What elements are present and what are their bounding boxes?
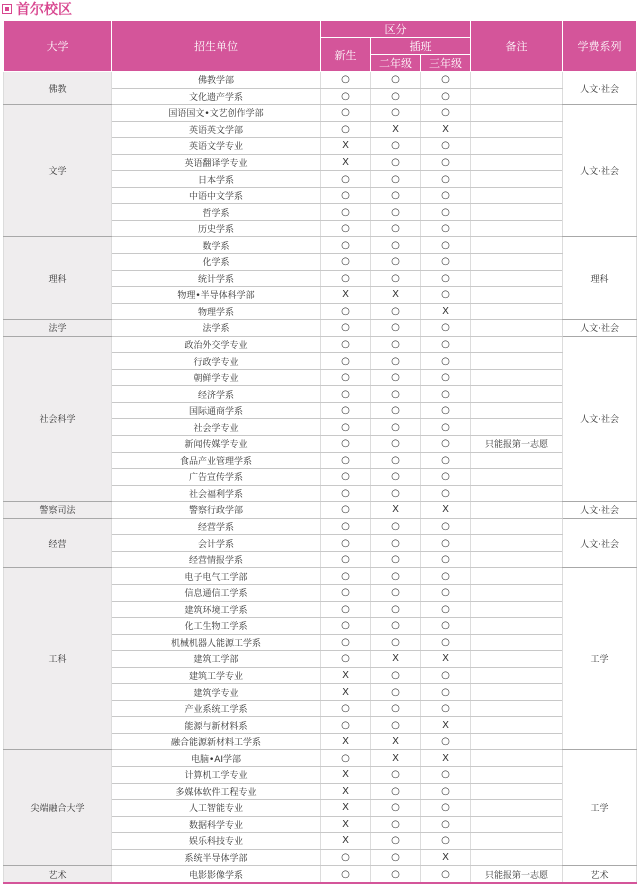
- unit-cell: 计算机工学专业: [112, 766, 321, 783]
- year2-cell: ○: [371, 303, 421, 320]
- unit-cell: 化学系: [112, 254, 321, 271]
- freshman-cell: ○: [321, 866, 371, 883]
- freshman-cell: ○: [321, 849, 371, 866]
- freshman-cell: ○: [321, 750, 371, 767]
- remarks-cell: [471, 733, 563, 750]
- year3-cell: ○: [421, 634, 471, 651]
- year3-cell: ○: [421, 270, 471, 287]
- header-university: 大学: [4, 21, 112, 72]
- year3-cell: ○: [421, 783, 471, 800]
- remarks-cell: [471, 336, 563, 353]
- year2-cell: ○: [371, 684, 421, 701]
- year3-cell: X: [421, 750, 471, 767]
- remarks-cell: [471, 667, 563, 684]
- unit-cell: 朝鲜学专业: [112, 369, 321, 386]
- freshman-cell: ○: [321, 220, 371, 237]
- unit-cell: 中语中文学系: [112, 187, 321, 204]
- remarks-cell: [471, 551, 563, 568]
- freshman-cell: ○: [321, 584, 371, 601]
- fee-cell: 人文·社会: [563, 502, 637, 519]
- unit-cell: 佛教学部: [112, 72, 321, 89]
- remarks-cell: [471, 816, 563, 833]
- table-row: [4, 72, 637, 89]
- remarks-cell: [471, 386, 563, 403]
- year3-cell: ○: [421, 72, 471, 89]
- remarks-cell: [471, 72, 563, 89]
- fee-cell: 艺术: [563, 866, 637, 883]
- year3-cell: ○: [421, 800, 471, 817]
- unit-cell: 国语国文•文艺创作学部: [112, 105, 321, 122]
- year2-cell: ○: [371, 766, 421, 783]
- year3-cell: ○: [421, 88, 471, 105]
- freshman-cell: ○: [321, 402, 371, 419]
- unit-cell: 化工生物工学系: [112, 618, 321, 635]
- year2-cell: ○: [371, 601, 421, 618]
- unit-cell: 日本学系: [112, 171, 321, 188]
- unit-cell: 经济学系: [112, 386, 321, 403]
- freshman-cell: ○: [321, 336, 371, 353]
- remarks-cell: [471, 105, 563, 122]
- remarks-cell: [471, 766, 563, 783]
- fee-cell: 工学: [563, 750, 637, 866]
- year2-cell: ○: [371, 369, 421, 386]
- section-title: [2, 0, 72, 18]
- freshman-cell: ○: [321, 254, 371, 271]
- remarks-cell: [471, 270, 563, 287]
- remarks-cell: [471, 535, 563, 552]
- year2-cell: ○: [371, 783, 421, 800]
- unit-cell: 电影影像学系: [112, 866, 321, 883]
- university-cell: 文学: [4, 105, 112, 237]
- year2-cell: ○: [371, 353, 421, 370]
- freshman-cell: ○: [321, 72, 371, 89]
- fee-cell: 工学: [563, 568, 637, 750]
- university-cell: 艺术: [4, 866, 112, 883]
- remarks-cell: [471, 502, 563, 519]
- year2-cell: ○: [371, 254, 421, 271]
- freshman-cell: ○: [321, 551, 371, 568]
- freshman-cell: X: [321, 154, 371, 171]
- remarks-cell: [471, 121, 563, 138]
- year3-cell: ○: [421, 766, 471, 783]
- unit-cell: 建筑学专业: [112, 684, 321, 701]
- remarks-cell: [471, 204, 563, 221]
- unit-cell: 经营学系: [112, 518, 321, 535]
- year3-cell: ○: [421, 700, 471, 717]
- remarks-cell: [471, 138, 563, 155]
- unit-cell: 警察行政学部: [112, 502, 321, 519]
- fee-cell: 人文·社会: [563, 336, 637, 501]
- remarks-cell: 只能报第一志愿: [471, 436, 563, 453]
- table-header: [4, 21, 637, 72]
- remarks-cell: [471, 634, 563, 651]
- remarks-cell: [471, 618, 563, 635]
- remarks-cell: [471, 254, 563, 271]
- unit-cell: 物理•半导体科学部: [112, 287, 321, 304]
- unit-cell: 经营情报学系: [112, 551, 321, 568]
- year2-cell: ○: [371, 105, 421, 122]
- freshman-cell: X: [321, 800, 371, 817]
- remarks-cell: [471, 684, 563, 701]
- unit-cell: 英语翻译学专业: [112, 154, 321, 171]
- unit-cell: 娱乐科技专业: [112, 833, 321, 850]
- table-row: [4, 568, 637, 585]
- fee-cell: 理科: [563, 237, 637, 320]
- year3-cell: ○: [421, 518, 471, 535]
- year3-cell: ○: [421, 535, 471, 552]
- square-bullet-icon: [2, 4, 12, 14]
- unit-cell: 机械机器人能源工学系: [112, 634, 321, 651]
- year3-cell: ○: [421, 568, 471, 585]
- remarks-cell: [471, 303, 563, 320]
- remarks-cell: 只能报第一志愿: [471, 866, 563, 883]
- unit-cell: 产业系统工学系: [112, 700, 321, 717]
- fee-cell: 人文·社会: [563, 105, 637, 237]
- year2-cell: X: [371, 750, 421, 767]
- remarks-cell: [471, 419, 563, 436]
- unit-cell: 系统半导体学部: [112, 849, 321, 866]
- remarks-cell: [471, 452, 563, 469]
- university-cell: 社会科学: [4, 336, 112, 501]
- year2-cell: ○: [371, 237, 421, 254]
- year2-cell: ○: [371, 320, 421, 337]
- freshman-cell: X: [321, 766, 371, 783]
- year3-cell: ○: [421, 220, 471, 237]
- unit-cell: 统计学系: [112, 270, 321, 287]
- table-row: [4, 750, 637, 767]
- year3-cell: ○: [421, 369, 471, 386]
- year3-cell: X: [421, 502, 471, 519]
- table-row: [4, 336, 637, 353]
- header-freshman: 新生: [321, 38, 371, 72]
- year3-cell: X: [421, 303, 471, 320]
- year3-cell: ○: [421, 601, 471, 618]
- year3-cell: X: [421, 717, 471, 734]
- freshman-cell: X: [321, 138, 371, 155]
- year2-cell: ○: [371, 204, 421, 221]
- remarks-cell: [471, 187, 563, 204]
- freshman-cell: ○: [321, 485, 371, 502]
- remarks-cell: [471, 237, 563, 254]
- header-year2: 二年级: [371, 55, 421, 72]
- year3-cell: ○: [421, 618, 471, 635]
- header-transfer: 插班: [371, 38, 471, 55]
- freshman-cell: X: [321, 783, 371, 800]
- header-remarks: 备注: [471, 21, 563, 72]
- unit-cell: 多媒体软件工程专业: [112, 783, 321, 800]
- freshman-cell: ○: [321, 237, 371, 254]
- year2-cell: ○: [371, 700, 421, 717]
- year2-cell: ○: [371, 72, 421, 89]
- year2-cell: ○: [371, 800, 421, 817]
- unit-cell: 建筑工学部: [112, 651, 321, 668]
- year2-cell: ○: [371, 436, 421, 453]
- freshman-cell: ○: [321, 436, 371, 453]
- remarks-cell: [471, 88, 563, 105]
- year3-cell: ○: [421, 353, 471, 370]
- freshman-cell: ○: [321, 601, 371, 618]
- year3-cell: ○: [421, 386, 471, 403]
- fee-cell: 人文·社会: [563, 320, 637, 337]
- year2-cell: ○: [371, 618, 421, 635]
- freshman-cell: ○: [321, 634, 371, 651]
- remarks-cell: [471, 800, 563, 817]
- freshman-cell: ○: [321, 568, 371, 585]
- unit-cell: 会计学系: [112, 535, 321, 552]
- year2-cell: ○: [371, 568, 421, 585]
- unit-cell: 法学系: [112, 320, 321, 337]
- year2-cell: ○: [371, 584, 421, 601]
- freshman-cell: ○: [321, 88, 371, 105]
- freshman-cell: ○: [321, 369, 371, 386]
- remarks-cell: [471, 402, 563, 419]
- unit-cell: 建筑工学专业: [112, 667, 321, 684]
- year2-cell: ○: [371, 419, 421, 436]
- freshman-cell: ○: [321, 419, 371, 436]
- university-cell: 经营: [4, 518, 112, 568]
- year3-cell: ○: [421, 402, 471, 419]
- section-title-text: 首尔校区: [16, 2, 72, 18]
- year3-cell: X: [421, 849, 471, 866]
- year3-cell: ○: [421, 336, 471, 353]
- year2-cell: ○: [371, 270, 421, 287]
- remarks-cell: [471, 171, 563, 188]
- year2-cell: ○: [371, 154, 421, 171]
- year2-cell: X: [371, 733, 421, 750]
- table-row: [4, 105, 637, 122]
- year3-cell: ○: [421, 154, 471, 171]
- unit-cell: 物理学系: [112, 303, 321, 320]
- remarks-cell: [471, 783, 563, 800]
- header-unit: 招生单位: [112, 21, 321, 72]
- unit-cell: 数学系: [112, 237, 321, 254]
- remarks-cell: [471, 287, 563, 304]
- remarks-cell: [471, 220, 563, 237]
- remarks-cell: [471, 651, 563, 668]
- year3-cell: ○: [421, 485, 471, 502]
- year3-cell: ○: [421, 187, 471, 204]
- freshman-cell: ○: [321, 353, 371, 370]
- unit-cell: 电脑•AI学部: [112, 750, 321, 767]
- year3-cell: ○: [421, 684, 471, 701]
- year2-cell: ○: [371, 485, 421, 502]
- year3-cell: ○: [421, 733, 471, 750]
- unit-cell: 人工智能专业: [112, 800, 321, 817]
- remarks-cell: [471, 485, 563, 502]
- university-cell: 尖端融合大学: [4, 750, 112, 866]
- year3-cell: ○: [421, 171, 471, 188]
- unit-cell: 行政学专业: [112, 353, 321, 370]
- year2-cell: X: [371, 502, 421, 519]
- year2-cell: X: [371, 121, 421, 138]
- university-cell: 理科: [4, 237, 112, 320]
- unit-cell: 能源与新材料系: [112, 717, 321, 734]
- freshman-cell: X: [321, 733, 371, 750]
- remarks-cell: [471, 353, 563, 370]
- remarks-cell: [471, 568, 563, 585]
- year2-cell: ○: [371, 535, 421, 552]
- unit-cell: 电子电气工学部: [112, 568, 321, 585]
- unit-cell: 英语文学专业: [112, 138, 321, 155]
- unit-cell: 国际通商学系: [112, 402, 321, 419]
- freshman-cell: ○: [321, 618, 371, 635]
- year2-cell: ○: [371, 187, 421, 204]
- table-row: [4, 237, 637, 254]
- header-fee: 学费系列: [563, 21, 637, 72]
- remarks-cell: [471, 469, 563, 486]
- year2-cell: ○: [371, 667, 421, 684]
- remarks-cell: [471, 700, 563, 717]
- freshman-cell: ○: [321, 717, 371, 734]
- year2-cell: ○: [371, 402, 421, 419]
- remarks-cell: [471, 584, 563, 601]
- unit-cell: 英语英文学部: [112, 121, 321, 138]
- year3-cell: ○: [421, 866, 471, 883]
- year3-cell: ○: [421, 469, 471, 486]
- unit-cell: 信息通信工学系: [112, 584, 321, 601]
- year3-cell: ○: [421, 320, 471, 337]
- freshman-cell: X: [321, 667, 371, 684]
- table-row: [4, 320, 637, 337]
- year3-cell: ○: [421, 584, 471, 601]
- header-category: 区分: [321, 21, 471, 38]
- year3-cell: ○: [421, 436, 471, 453]
- year2-cell: ○: [371, 816, 421, 833]
- unit-cell: 融合能源新材料工学系: [112, 733, 321, 750]
- table-row: [4, 502, 637, 519]
- freshman-cell: ○: [321, 303, 371, 320]
- unit-cell: 新闻传媒学专业: [112, 436, 321, 453]
- table-body: [4, 72, 637, 883]
- year2-cell: X: [371, 651, 421, 668]
- year2-cell: ○: [371, 717, 421, 734]
- unit-cell: 文化遗产学系: [112, 88, 321, 105]
- freshman-cell: X: [321, 833, 371, 850]
- year3-cell: ○: [421, 105, 471, 122]
- freshman-cell: ○: [321, 502, 371, 519]
- unit-cell: 社会学专业: [112, 419, 321, 436]
- year2-cell: ○: [371, 833, 421, 850]
- freshman-cell: ○: [321, 320, 371, 337]
- year2-cell: ○: [371, 386, 421, 403]
- freshman-cell: ○: [321, 452, 371, 469]
- freshman-cell: ○: [321, 386, 371, 403]
- unit-cell: 哲学系: [112, 204, 321, 221]
- freshman-cell: X: [321, 816, 371, 833]
- freshman-cell: ○: [321, 700, 371, 717]
- year3-cell: ○: [421, 551, 471, 568]
- admission-table: [3, 20, 637, 884]
- freshman-cell: ○: [321, 651, 371, 668]
- year2-cell: ○: [371, 220, 421, 237]
- unit-cell: 广告宣传学系: [112, 469, 321, 486]
- freshman-cell: ○: [321, 105, 371, 122]
- unit-cell: 社会福利学系: [112, 485, 321, 502]
- freshman-cell: ○: [321, 187, 371, 204]
- year3-cell: ○: [421, 204, 471, 221]
- remarks-cell: [471, 369, 563, 386]
- year2-cell: ○: [371, 171, 421, 188]
- year2-cell: ○: [371, 518, 421, 535]
- unit-cell: 建筑环境工学系: [112, 601, 321, 618]
- remarks-cell: [471, 320, 563, 337]
- remarks-cell: [471, 833, 563, 850]
- year3-cell: ○: [421, 237, 471, 254]
- remarks-cell: [471, 154, 563, 171]
- university-cell: 警察司法: [4, 502, 112, 519]
- year3-cell: ○: [421, 254, 471, 271]
- freshman-cell: ○: [321, 204, 371, 221]
- year3-cell: ○: [421, 667, 471, 684]
- year3-cell: ○: [421, 816, 471, 833]
- remarks-cell: [471, 750, 563, 767]
- year3-cell: ○: [421, 419, 471, 436]
- unit-cell: 历史学系: [112, 220, 321, 237]
- remarks-cell: [471, 849, 563, 866]
- year2-cell: X: [371, 287, 421, 304]
- year2-cell: ○: [371, 469, 421, 486]
- table-row: [4, 866, 637, 883]
- year3-cell: X: [421, 121, 471, 138]
- freshman-cell: X: [321, 287, 371, 304]
- year3-cell: ○: [421, 833, 471, 850]
- table-row: [4, 518, 637, 535]
- freshman-cell: ○: [321, 518, 371, 535]
- year2-cell: ○: [371, 452, 421, 469]
- fee-cell: 人文·社会: [563, 518, 637, 568]
- remarks-cell: [471, 717, 563, 734]
- year2-cell: ○: [371, 634, 421, 651]
- remarks-cell: [471, 601, 563, 618]
- year3-cell: ○: [421, 138, 471, 155]
- year2-cell: ○: [371, 88, 421, 105]
- remarks-cell: [471, 518, 563, 535]
- unit-cell: 政治外交学专业: [112, 336, 321, 353]
- freshman-cell: ○: [321, 270, 371, 287]
- unit-cell: 数据科学专业: [112, 816, 321, 833]
- freshman-cell: ○: [321, 535, 371, 552]
- year2-cell: ○: [371, 138, 421, 155]
- unit-cell: 食品产业管理学系: [112, 452, 321, 469]
- freshman-cell: ○: [321, 171, 371, 188]
- header-year3: 三年级: [421, 55, 471, 72]
- university-cell: 佛教: [4, 72, 112, 105]
- year2-cell: ○: [371, 866, 421, 883]
- year2-cell: ○: [371, 336, 421, 353]
- freshman-cell: ○: [321, 121, 371, 138]
- university-cell: 法学: [4, 320, 112, 337]
- year3-cell: ○: [421, 452, 471, 469]
- freshman-cell: X: [321, 684, 371, 701]
- university-cell: 工科: [4, 568, 112, 750]
- year2-cell: ○: [371, 551, 421, 568]
- year2-cell: ○: [371, 849, 421, 866]
- fee-cell: 人文·社会: [563, 72, 637, 105]
- year3-cell: ○: [421, 287, 471, 304]
- year3-cell: X: [421, 651, 471, 668]
- freshman-cell: ○: [321, 469, 371, 486]
